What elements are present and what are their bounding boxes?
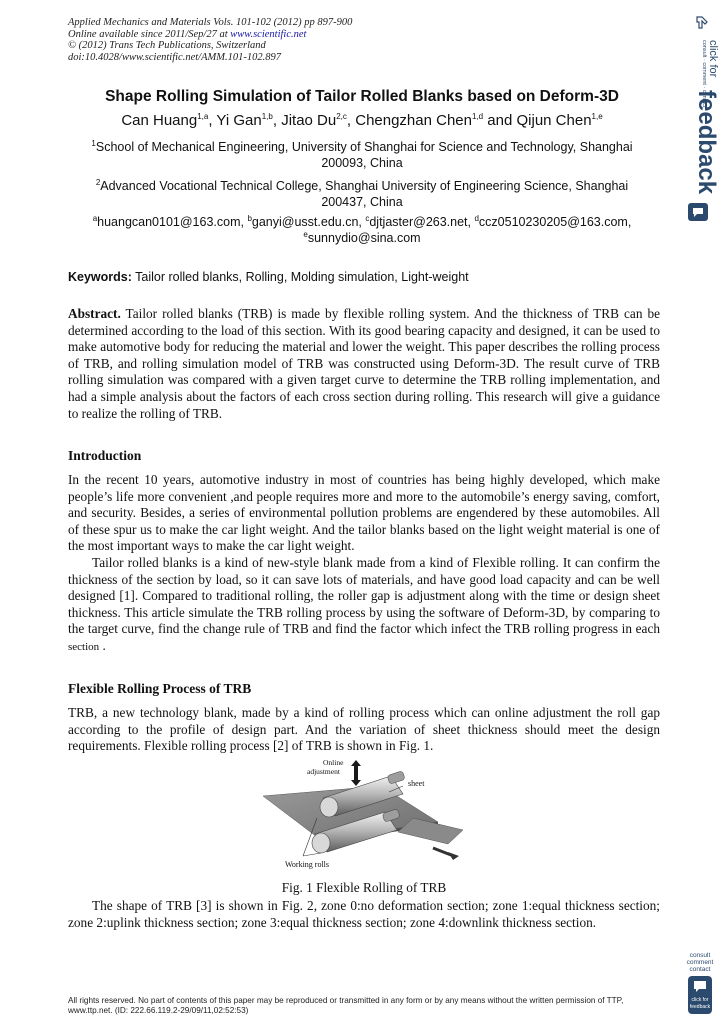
keywords xyxy=(68,270,660,284)
author-name: Jitao Du xyxy=(281,112,337,129)
badge-contact-text: contact xyxy=(689,966,711,973)
chat-bubble-icon xyxy=(687,202,709,222)
affiliation-line: School of Mechanical Engineering, University of Shanghai for Science and Technology, Shanghai xyxy=(95,140,633,154)
intro-paragraph-2: Tailor rolled blanks is a kind of new-style blank made from a kind of Flexible rolling. It can confirm the thickness of the section by load, so it can save lots of materials, and have good load capacity and can be well designed [1]. Compared to traditional rolling, the roller gap is adjustment along with the time or design sheet thickness. This article simulate the TRB rolling process by using the software of Deform-3D, by comparing to the target curve, find the change rule of TRB and find the factor which infect the TRB rolling progress in each section . xyxy=(68,555,660,653)
abstract-label: Abstract. xyxy=(68,306,121,321)
email-address: sunnydio@sina.com xyxy=(307,231,421,245)
footer-id: www.ttp.net. (ID: 222.66.119.2-29/09/11,02:52:53) xyxy=(68,1006,249,1015)
footer-rights: All rights reserved. No part of contents of this paper may be reproduced or transmitted in any form or by any means without the written permission of TTP, xyxy=(68,996,624,1005)
abstract-text: Tailor rolled blanks (TRB) is made by flexible rolling system. And the thickness of TRB can be determined according to the load of this section. With its good bearing capacity and designed, it can be used to make automotive body for reducing the material and lower the weight. This paper describes the rolling process of TRB, and rolling simulation model of TRB was constructed using Deform-3D. The result curve of TRB rolling simulation was compared with a given target curve to determine the TRB rolling implementation, and had a simple analysis about the factors of each cross section during rolling. This research will give a guidance to realize the rolling of TRB. xyxy=(68,306,660,421)
section-heading-introduction: Introduction xyxy=(68,448,142,463)
author-list xyxy=(66,112,658,129)
badge-comment-text: comment xyxy=(686,959,714,966)
author-sup: 2,c xyxy=(336,112,347,121)
header-journal: Applied Mechanics and Materials Vols. 101-102 (2012) pp 897-900 xyxy=(68,17,353,28)
header-copyright: © (2012) Trans Tech Publications, Switzerland xyxy=(68,40,266,51)
badge-feedback: feedback xyxy=(689,1004,711,1010)
author-sup: 1,d xyxy=(472,112,484,121)
badge-consult-text: consult xyxy=(689,952,711,959)
badge-click-for: click for xyxy=(691,997,709,1003)
figure-1-caption: Fig. 1 Flexible Rolling of TRB xyxy=(281,880,447,895)
author-name: Can Huang xyxy=(121,112,198,129)
scientific-net-link[interactable]: www.scientific.net xyxy=(230,28,307,40)
pointer-hand-icon xyxy=(693,14,711,32)
label-online: Online xyxy=(323,758,344,767)
flexible-paragraph-1: TRB, a new technology blank, made by a kind of rolling process which can online adjustment the roll gap according to the profile of design part. And the variation of sheet thickness should meet the design requirements. Flexible rolling process [2] of TRB is shown in Fig. 1. xyxy=(68,705,660,754)
author-separator: , xyxy=(346,112,356,129)
intro-paragraph-1: In the recent 10 years, automotive industry in most of countries has being highly developed, which make people’s life more convenient ,and people requires more and more to the automobile’s energy saving, comfort, and security. Besides, a series of environmental pollution problems are engendered by these automobiles. All of these spur us to make the car light weight. And the tailor blanks based on the light weight material is one of the most important ways to make the car light weight. xyxy=(68,472,660,554)
affiliation-line: Advanced Vocational Technical College, Shanghai University of Engineering Science, Shanghai xyxy=(100,179,629,193)
author-separator: , xyxy=(272,112,282,129)
label-working-rolls: Working rolls xyxy=(285,860,330,869)
flexible-rolling-figure xyxy=(263,756,473,874)
author-sup: 1,a xyxy=(197,112,209,121)
adjustment-arrow xyxy=(351,760,361,786)
header-doi: doi:10.4028/www.scientific.net/AMM.101-102.897 xyxy=(68,51,281,63)
affiliation-sup: 1 xyxy=(91,138,96,148)
author-sup: 1,e xyxy=(591,112,603,121)
feedback-badge-bottom[interactable] xyxy=(680,952,720,1016)
click-for-text: click for xyxy=(707,40,719,78)
journal-header xyxy=(68,17,488,63)
copyright-footer xyxy=(68,996,668,1016)
abstract xyxy=(68,306,660,422)
author-emails: $^a$huangcan0101@163.com, $^b$ganyi@usst.edu.cn, $^c$djtjaster@263.net, $^d$ccz0510230205@163.com, $^e$sunnydio@sina.com xyxy=(92,213,632,245)
author-separator: and xyxy=(483,112,517,129)
affiliation-1 xyxy=(66,139,658,171)
email-address: djtjaster@263.net, xyxy=(369,215,475,229)
paper-title: Shape Rolling Simulation of Tailor Rolled Blanks based on Deform-3D xyxy=(105,88,619,105)
section-heading-flexible-rolling: Flexible Rolling Process of TRB xyxy=(68,681,252,696)
feedback-text: feedback xyxy=(693,90,720,195)
affiliation-2 xyxy=(66,178,658,210)
affiliation-line: 200093, China xyxy=(321,156,403,170)
email-address: ganyi@usst.edu.cn, xyxy=(251,215,366,229)
email-address: ccz0510230205@163.com, xyxy=(478,215,632,229)
header-online: Online available since 2011/Sep/27 at www.scientific.net xyxy=(68,28,307,40)
affiliation-line: 200437, China xyxy=(321,195,403,209)
email-address: huangcan0101@163.com, xyxy=(97,215,248,229)
label-adjustment: adjustment xyxy=(307,767,340,776)
affiliation-sup: 2 xyxy=(95,177,101,187)
author-name: Qijun Chen xyxy=(516,112,592,129)
consult-comment-text: consult · comment · contact xyxy=(701,40,707,108)
author-separator: , xyxy=(208,112,217,129)
label-sheet: sheet xyxy=(408,779,425,788)
keywords-label: Keywords: xyxy=(68,270,132,284)
author-name: Yi Gan xyxy=(216,112,262,129)
after-figure-paragraph: The shape of TRB [3] is shown in Fig. 2, zone 0:no deformation section; zone 1:equal thickness section; zone 2:uplink thickness section; zone 3:equal thickness section; zone 4:downlink thickness section. xyxy=(68,898,660,930)
author-sup: 1,b xyxy=(261,112,273,121)
author-name: Chengzhan Chen xyxy=(355,112,472,129)
keywords-text: Tailor rolled blanks, Rolling, Molding simulation, Light-weight xyxy=(131,270,469,284)
feedback-sidebar-top[interactable] xyxy=(683,14,719,224)
